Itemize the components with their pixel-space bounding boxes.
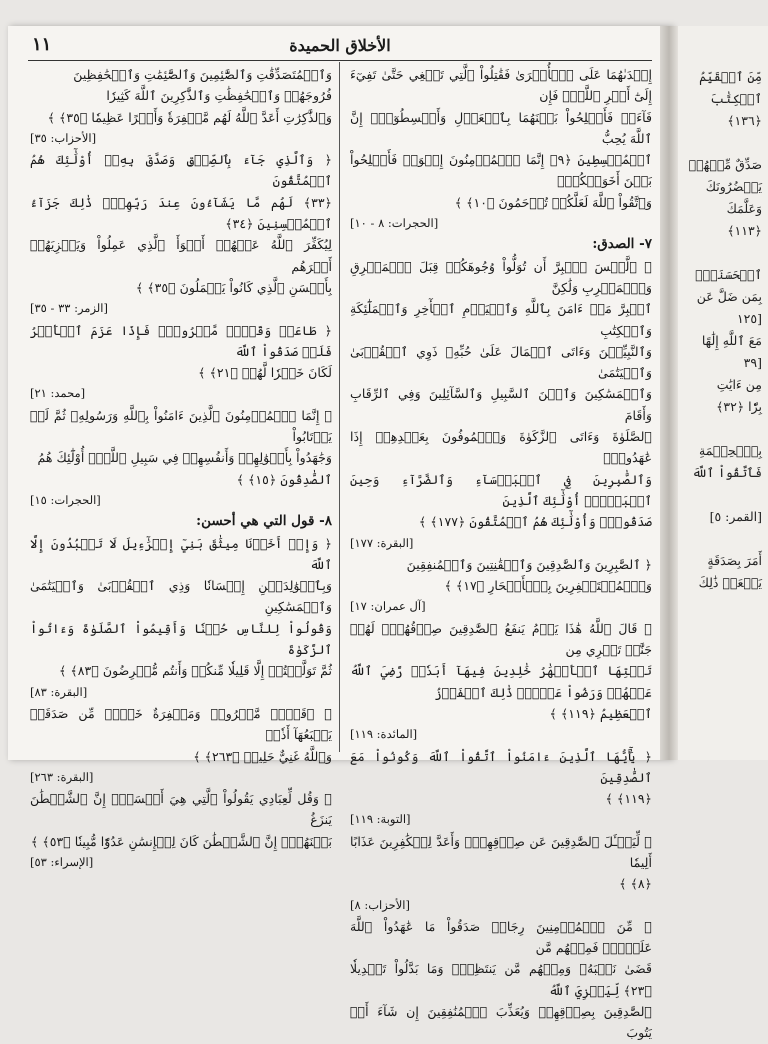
text-line: ﴿ إِنَّمَا ٱلۡمُؤۡمِنُونَ ٱلَّذِينَ ءَامَنُواْ بِٱللَّهِ وَرَسُولِهِۦ ثُمَّ لَمۡ يَرۡتَابُواْ xyxy=(30,407,332,445)
text-line: ٱلصَّٰدِقُونَ ﴿١٥﴾ ﴾ xyxy=(236,471,332,487)
page-number: ١١ xyxy=(32,34,52,55)
text-line: وَٱلصَّٰبِرِينَ فِي ٱلۡبَأۡسَآءِ وَٱلضَّرَّآءِ وَحِينَ ٱلۡبَأۡسِۗ أُوْلَٰٓئِكَ ٱلَّذِينَ xyxy=(350,471,652,508)
facing-page xyxy=(678,26,768,760)
text-line: ٱلصَّٰدِقِينَ بِصِدۡقِهِمۡ وَيُعَذِّبَ ٱلۡمُنَٰفِقِينَ إِن شَآءَ أَوۡ يَتُوبَ xyxy=(350,1004,652,1041)
verse-reference: [الأحزاب: ٣٥] xyxy=(30,130,97,145)
facing-line: [٣٩ xyxy=(743,355,762,370)
facing-line: ﴿١٣٦﴾ xyxy=(727,113,762,128)
facing-line xyxy=(682,132,762,154)
text-line: ﴿ مِّنَ ٱلۡمُؤۡمِنِينَ رِجَالٞ صَدَقُواْ مَا عَٰهَدُواْ ٱللَّهَ عَلَيۡهِۖ فَمِنۡهُم مَّن xyxy=(350,918,652,956)
text-line: ﴿ وَٱلَّذِي جَآءَ بِٱلصِّدۡقِ وَصَدَّقَ بِهِۦٓ أُوْلَٰٓئِكَ هُمُ ٱلۡمُتَّقُونَ xyxy=(30,152,332,189)
text-line: قَضَىٰ نَحۡبَهُۥ وَمِنۡهُم مَّن يَنتَظِرُۖ وَمَا بَدَّلُواْ تَبۡدِيلٗا ﴿٢٣﴾ لِّيَجۡزِيَ ٱللَّهُ xyxy=(350,961,652,998)
column-separator xyxy=(339,62,340,752)
facing-line: ٱلۡحَسَنَةِۖ xyxy=(695,267,762,282)
verse-reference: [الحجرات: ١٥] xyxy=(30,492,101,507)
facing-line: [القمر: ٥] xyxy=(709,509,762,524)
facing-line xyxy=(682,484,762,506)
facing-line: يَحۡضُرُونَكَ xyxy=(705,179,762,194)
text-line: وَٱلۡمُتَصَدِّقَٰتِ وَٱلصَّٰٓئِمِينَ وَٱلصَّٰٓئِمَٰتِ وَٱلۡحَٰفِظِينَ xyxy=(73,67,332,82)
text-line: ٱلۡمُقۡسِطِينَ ﴿٩﴾ إِنَّمَا ٱلۡمُؤۡمِنُونَ إِخۡوَةٞ فَأَصۡلِحُواْ بَيۡنَ أَخَوَيۡكُمۡۚ xyxy=(350,152,652,189)
text-line: وَجَٰهَدُواْ بِأَمۡوَٰلِهِمۡ وَأَنفُسِهِمۡ فِي سَبِيلِ ٱللَّهِۚ أُوْلَٰٓئِكَ هُمُ xyxy=(37,450,332,466)
text-line: ﴿ قَالَ ٱللَّهُ هَٰذَا يَوۡمُ يَنفَعُ ٱلصَّٰدِقِينَ صِدۡقُهُمۡۚ لَهُمۡ جَنَّٰتٞ تَجۡرِي مِن xyxy=(350,620,652,658)
verse-reference: [التوبة: ١١٩] xyxy=(350,812,411,827)
facing-line: ٱلۡكِتَٰبَ xyxy=(710,91,762,106)
text-line: فَآءَتۡ فَأَصۡلِحُواْ بَيۡنَهُمَا بِٱلۡعَدۡلِ وَأَقۡسِطُوٓاْۖ إِنَّ ٱللَّهَ يُحِبُّ xyxy=(350,109,652,146)
text-line: ﴿١١٩﴾ ﴾ xyxy=(605,791,652,807)
text-line: ﴿ ٱلصَّٰبِرِينَ وَٱلصَّٰدِقِينَ وَٱلۡقَٰنِتِينَ وَٱلۡمُنفِقِينَ xyxy=(406,556,652,572)
text-line: وَٱللَّهُ غَنِيٌّ حَلِيمٞ ﴿٢٦٣﴾ ﴾ xyxy=(193,748,332,764)
text-line: وَٱلۡمُسۡتَغۡفِرِينَ بِٱلۡأَسۡحَارِ ﴿١٧﴾ ﴾ xyxy=(444,578,652,594)
page-title: الأخلاق الحميدة xyxy=(289,36,391,55)
facing-line: بِٱلۡحِكۡمَةِ xyxy=(699,443,762,458)
verse-reference: [الزمر: ٣٣ - ٣٥] xyxy=(30,301,108,316)
text-line: ٱلصَّلَوٰةَ وَءَاتَى ٱلزَّكَوٰةَ وَٱلۡمُوفُونَ بِعَهۡدِهِمۡ إِذَا عَٰهَدُواْۖ xyxy=(350,429,652,466)
facing-line: أَمَرَ بِصَدَقَةٍ xyxy=(707,553,762,568)
text-line: صَدَقُواْۖ وَأُوْلَٰٓئِكَ هُمُ ٱلۡمُتَّقُونَ ﴿١٧٧﴾ ﴾ xyxy=(418,514,652,530)
text-line: وَبِٱلۡوَٰلِدَيۡنِ إِحۡسَانٗا وَذِي ٱلۡقُرۡبَىٰ وَٱلۡيَتَٰمَىٰ وَٱلۡمَسَٰكِينِ xyxy=(30,578,332,615)
text-line: إِحۡدَىٰهُمَا عَلَى ٱلۡأُخۡرَىٰ فَقَٰتِلُواْ ٱلَّتِي تَبۡغِي حَتَّىٰ تَفِيٓءَ إِلَىٰٓ أَمۡرِ ٱللَّهِۚ فَإِن xyxy=(350,67,652,104)
verse-reference: [آل عمران: ١٧] xyxy=(350,599,426,614)
facing-line: ﴿١١٣﴾ xyxy=(727,223,762,238)
text-line: لَكَانَ خَيۡرٗا لَّهُمۡ ﴿٢١﴾ ﴾ xyxy=(198,365,332,381)
facing-line xyxy=(682,528,762,550)
verse-reference: [الأحزاب: ٨] xyxy=(350,897,410,912)
facing-page-text xyxy=(678,26,768,594)
facing-line: بِرّٗا ﴿٣٢﴾ xyxy=(716,399,762,414)
text-line: ﴿ ۞لَّيۡسَ ٱلۡبِرَّ أَن تُوَلُّواْ وُجُوهَكُمۡ قِبَلَ ٱلۡمَشۡرِقِ وَٱلۡمَغۡرِبِ وَلَٰكِنَّ xyxy=(350,258,652,295)
text-line: وَٱلنَّبِيِّـۧنَ وَءَاتَى ٱلۡمَالَ عَلَىٰ حُبِّهِۦ ذَوِي ٱلۡقُرۡبَىٰ وَٱلۡيَتَٰمَىٰ xyxy=(350,343,652,381)
facing-line: وَعَلَّمَكَ xyxy=(726,201,762,216)
text-line: ﴿ يَٰٓأَيُّهَا ٱلَّذِينَ ءَامَنُواْ ٱتَّقُواْ ٱللَّهَ وَكُونُواْ مَعَ ٱلصَّٰدِقِينَ xyxy=(350,748,652,785)
section-heading: ٨- قول التي هي أحسن: xyxy=(196,513,332,530)
text-line: وَٱلذَّٰكِرَٰتِ أَعَدَّ ٱللَّهُ لَهُم مَّغۡفِرَةٗ وَأَجۡرًا عَظِيمٗا ﴿٣٥﴾ ﴾ xyxy=(47,109,332,125)
text-line: تَحۡتِهَا ٱلۡأَنۡهَٰرُ خَٰلِدِينَ فِيهَآ أَبَدٗاۖ رَّضِيَ ٱللَّهُ عَنۡهُمۡ وَرَضُواْ عَنۡهُۚ ذَٰلِكَ ٱلۡفَوۡزُ xyxy=(350,663,652,700)
facing-line: فَٱتَّقُواْ ٱللَّهَ xyxy=(692,465,762,480)
right-column xyxy=(350,64,652,1044)
facing-line xyxy=(682,418,762,440)
text-line: وَقُولُواْ لِلنَّاسِ حُسۡنٗا وَأَقِيمُواْ ٱلصَّلَوٰةَ وَءَاتُواْ ٱلزَّكَوٰةَ xyxy=(30,620,332,658)
text-line: ﴿ طَاعَةٞ وَقَوۡلٞ مَّعۡرُوفٞۚ فَإِذَا عَزَمَ ٱلۡأَمۡرُ فَلَوۡ صَدَقُواْ ٱللَّهَ xyxy=(30,322,332,359)
left-column xyxy=(30,64,332,873)
text-line: ٱلۡعَظِيمُ ﴿١١٩﴾ ﴾ xyxy=(549,705,652,721)
verse-reference: [البقرة: ١٧٧] xyxy=(350,535,414,550)
verse-reference: [البقرة: ٨٣] xyxy=(30,684,88,699)
text-line: ﴿٣٣﴾ لَهُم مَّا يَشَآءُونَ عِندَ رَبِّهِمۡۚ ذَٰلِكَ جَزَآءُ ٱلۡمُحۡسِنِينَ ﴿٣٤﴾ xyxy=(30,194,332,232)
book-gutter xyxy=(660,26,678,760)
text-line: وَٱلۡمَسَٰكِينَ وَٱبۡنَ ٱلسَّبِيلِ وَٱلسَّآئِلِينَ وَفِي ٱلرِّقَابِ وَأَقَامَ xyxy=(350,386,652,423)
text-line: ﴿ لِّيَسۡـَٔلَ ٱلصَّٰدِقِينَ عَن صِدۡقِهِمۡۚ وَأَعَدَّ لِلۡكَٰفِرِينَ عَذَابًا أَلِيمٗا xyxy=(350,833,652,870)
facing-line: مِّنَ ٱلۡقَيِّمُ xyxy=(699,69,762,84)
facing-line: بِمَن ضَلَّ عَن xyxy=(696,289,762,304)
text-line: ٱلۡبِرَّ مَنۡ ءَامَنَ بِٱللَّهِ وَٱلۡيَوۡمِ ٱلۡأٓخِرِ وَٱلۡمَلَٰٓئِكَةِ وَٱلۡكِتَٰبِ xyxy=(350,301,652,338)
verse-reference: [الإسراء: ٥٣] xyxy=(30,854,94,869)
text-line: ﴿ وَإِذۡ أَخَذۡنَا مِيثَٰقَ بَنِيٓ إِسۡرَٰٓءِيلَ لَا تَعۡبُدُونَ إِلَّا ٱللَّهَ xyxy=(30,535,332,572)
facing-line: مَعَ ٱللَّهِ إِلَٰهًا xyxy=(701,333,762,348)
verse-reference: [الحجرات: ٨ - ١٠] xyxy=(350,216,439,231)
facing-line: مِن ءَايَٰتِ xyxy=(716,377,762,392)
verse-reference: [محمد: ٢١] xyxy=(30,386,86,401)
facing-line xyxy=(682,242,762,264)
facing-line: صَدِّقٌ مِّنۡهُمۡ xyxy=(688,157,762,172)
text-line: فُرُوجَهُمۡ وَٱلۡحَٰفِظَٰتِ وَٱلذَّٰكِرِينَ ٱللَّهَ كَثِيرٗا xyxy=(106,88,332,104)
text-line: وَٱتَّقُواْ ٱللَّهَ لَعَلَّكُمۡ تُرۡحَمُونَ ﴿١٠﴾ ﴾ xyxy=(454,194,652,210)
text-line: ﴿٨﴾ ﴾ xyxy=(619,876,652,892)
facing-line: [١٢٥ xyxy=(736,311,762,326)
verse-reference: [المائدة: ١١٩] xyxy=(350,727,418,742)
text-line: ﴿ ۞قَوۡلٞ مَّعۡرُوفٞ وَمَغۡفِرَةٌ خَيۡرٞ مِّن صَدَقَةٖ يَتۡبَعُهَآ أَذٗىۗ xyxy=(30,705,332,743)
facing-line: يَفۡعَلۡ ذَٰلِكَ xyxy=(698,575,762,590)
text-line: ﴿ وَقُل لِّعِبَادِي يَقُولُواْ ٱلَّتِي هِيَ أَحۡسَنُۚ إِنَّ ٱلشَّيۡطَٰنَ يَنزَغُ xyxy=(30,791,332,828)
verse-reference: [البقرة: ٢٦٣] xyxy=(30,769,94,784)
text-line: لِيُكَفِّرَ ٱللَّهُ عَنۡهُمۡ أَسۡوَأَ ٱلَّذِي عَمِلُواْ وَيَجۡزِيَهُمۡ أَجۡرَهُم xyxy=(30,237,332,274)
text-line: بَيۡنَهُمۡۚ إِنَّ ٱلشَّيۡطَٰنَ كَانَ لِلۡإِنسَٰنِ عَدُوّٗا مُّبِينٗا ﴿٥٣﴾ ﴾ xyxy=(30,833,332,849)
page-header xyxy=(28,34,652,60)
text-line: ثُمَّ تَوَلَّيۡتُمۡ إِلَّا قَلِيلٗا مِّنكُمۡ وَأَنتُم مُّعۡرِضُونَ ﴿٨٣﴾ ﴾ xyxy=(59,663,332,679)
header-rule xyxy=(28,60,652,61)
text-line: بِأَحۡسَنِ ٱلَّذِي كَانُواْ يَعۡمَلُونَ ﴿٣٥﴾ ﴾ xyxy=(135,279,332,295)
section-heading: ٧- الصدق: xyxy=(592,236,652,253)
